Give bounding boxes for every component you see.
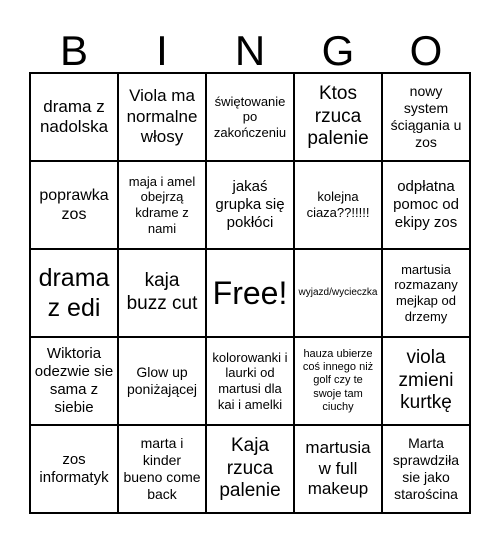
- header-letter-b: B: [59, 27, 88, 74]
- bingo-cell[interactable]: martusia w full makeup: [294, 425, 382, 513]
- bingo-cell[interactable]: kolejna ciaza??!!!!!: [294, 161, 382, 249]
- bingo-cell[interactable]: marta i kinder bueno come back: [118, 425, 206, 513]
- bingo-cell[interactable]: viola zmieni kurtkę: [382, 337, 470, 425]
- bingo-cell[interactable]: drama z nadolska: [30, 73, 118, 161]
- bingo-grid: [29, 72, 471, 514]
- bingo-cell[interactable]: kolorowanki i laurki od martusi dla kai i amelki: [206, 337, 294, 425]
- bingo-cell[interactable]: Ktos rzuca palenie: [294, 73, 382, 161]
- bingo-cell[interactable]: Viola ma normalne włosy: [118, 73, 206, 161]
- bingo-header: [30, 26, 470, 76]
- header-letter-n: N: [234, 27, 266, 74]
- bingo-cell[interactable]: jakaś grupka się pokłóci: [206, 161, 294, 249]
- header-letter-g: G: [321, 27, 355, 74]
- bingo-cell[interactable]: świętowanie po zakończeniu: [206, 73, 294, 161]
- bingo-cell[interactable]: kaja buzz cut: [118, 249, 206, 337]
- free-space[interactable]: Free!: [206, 249, 294, 337]
- bingo-cell[interactable]: odpłatna pomoc od ekipy zos: [382, 161, 470, 249]
- bingo-cell[interactable]: Glow up poniżającej: [118, 337, 206, 425]
- bingo-cell[interactable]: maja i amel obejrzą kdrame z nami: [118, 161, 206, 249]
- bingo-cell[interactable]: Marta sprawdziła sie jako starościna: [382, 425, 470, 513]
- header-letter-i: I: [156, 27, 168, 74]
- bingo-cell[interactable]: zos informatyk: [30, 425, 118, 513]
- bingo-cell[interactable]: Wiktoria odezwie sie sama z siebie: [30, 337, 118, 425]
- header-letter-o: O: [409, 27, 443, 74]
- bingo-cell[interactable]: poprawka zos: [30, 161, 118, 249]
- bingo-cell[interactable]: martusia rozmazany mejkap od drzemy: [382, 249, 470, 337]
- bingo-cell[interactable]: wyjazd/wycieczka: [294, 249, 382, 337]
- bingo-cell[interactable]: hauza ubierze coś innego niż golf czy te swoje tam ciuchy: [294, 337, 382, 425]
- bingo-cell[interactable]: Kaja rzuca palenie: [206, 425, 294, 513]
- bingo-cell[interactable]: nowy system ściągania u zos: [382, 73, 470, 161]
- bingo-cell[interactable]: drama z edi: [30, 249, 118, 337]
